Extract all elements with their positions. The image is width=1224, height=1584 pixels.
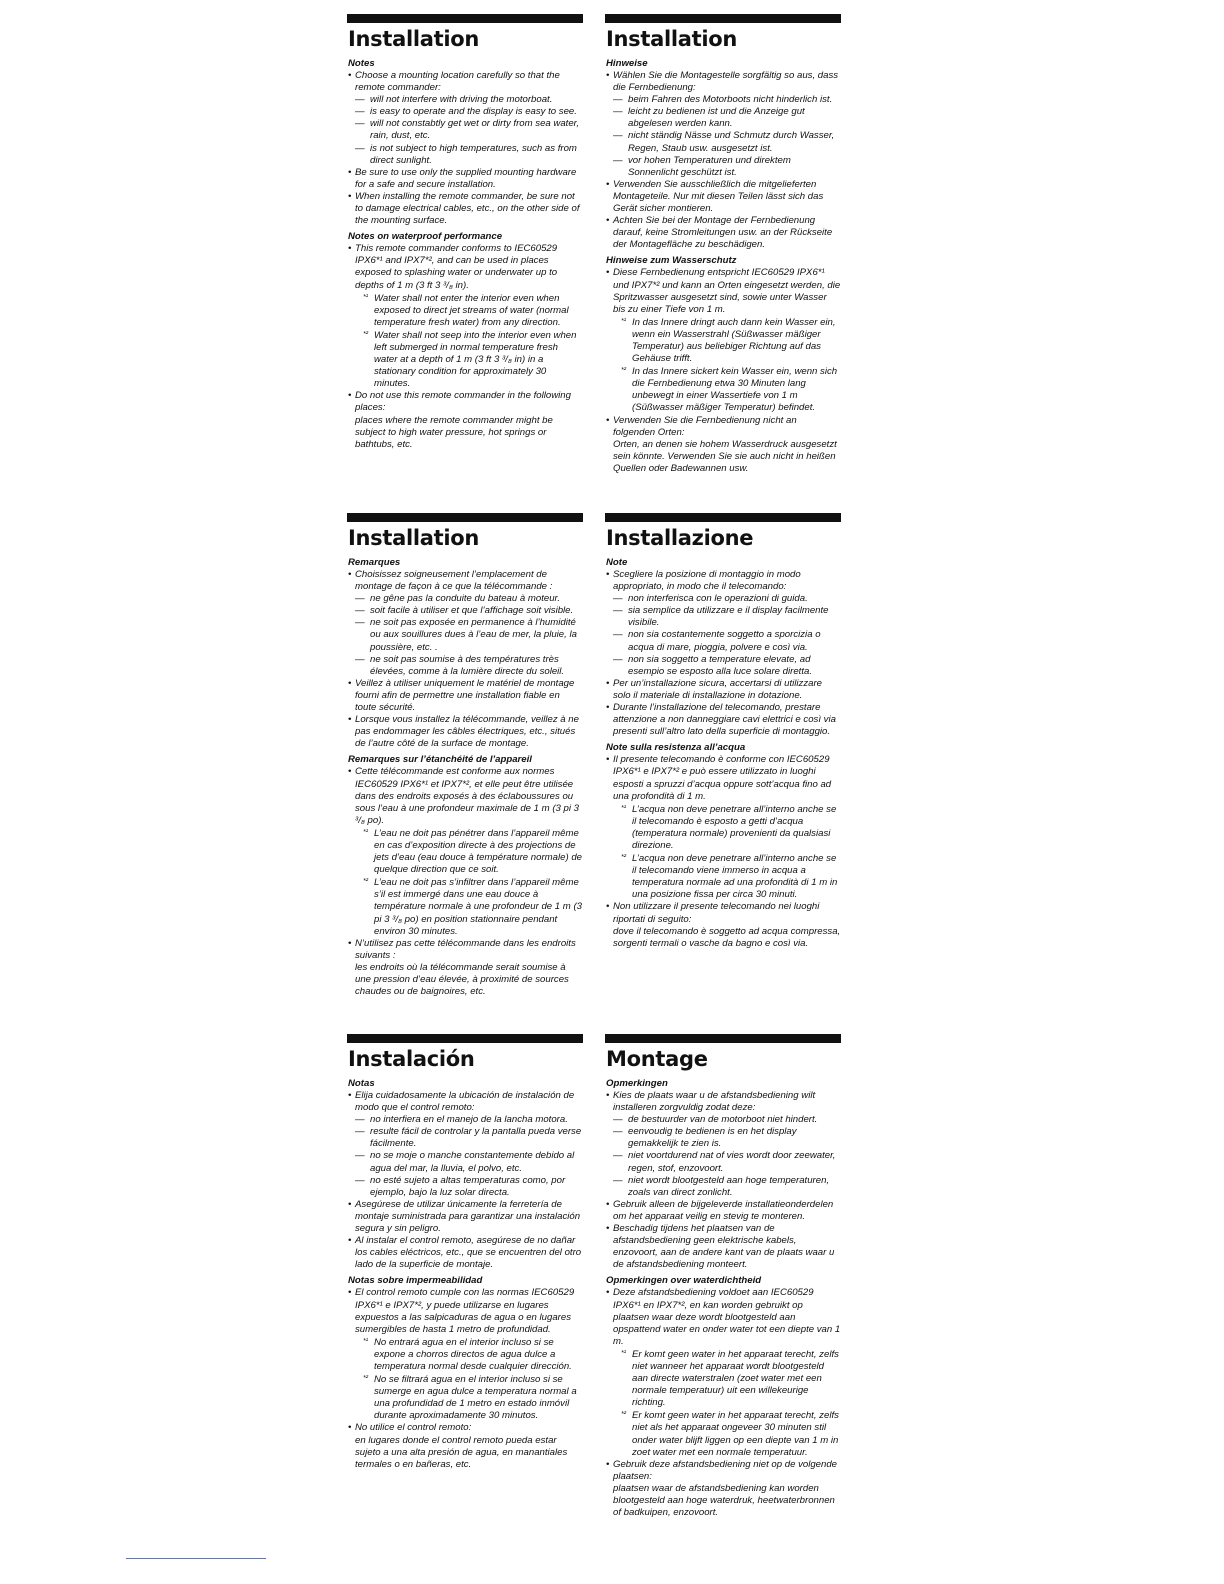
- bullet-item: [348, 766, 583, 937]
- footnote: [355, 1336, 583, 1373]
- dash-mark: —: [355, 617, 365, 629]
- dash-text: resulte fácil de controlar y la pantalla pueda verse fácilmente.: [370, 1126, 582, 1150]
- bullet-item: [348, 1235, 583, 1271]
- dash-item: [355, 118, 583, 142]
- dash-item: [355, 593, 583, 605]
- bullet-detail: Orten, an denen sie hohem Wasserdruck ausgesetzt sein könnte. Verwenden Sie sie auch nicht in heißen Quellen oder Badewannen usw.: [613, 438, 837, 474]
- bullet-item: [606, 1199, 841, 1223]
- dash-list: [613, 1114, 841, 1199]
- footnote-text: Er komt geen water in het apparaat terecht, zelfs niet wanneer het apparaat wordt blootgesteld aan directe waterstralen (zoet water met een normale temperatuur) uit een willekeurige richting.: [632, 1348, 839, 1409]
- section-title: Installation: [348, 27, 480, 51]
- bullet-text: Asegúrese de utilizar únicamente la ferretería de montaje suministrada para garantizar una instalación segura y sin peligro.: [355, 1198, 581, 1235]
- bullet-text: Be sure to use only the supplied mounting hardware for a safe and secure installation.: [355, 166, 577, 190]
- section-title: Installazione: [606, 526, 754, 550]
- bullet-item: [606, 678, 841, 702]
- footnote-mark: *²: [621, 367, 627, 375]
- footnote-text: Water shall not seep into the interior even when left submerged in normal temperature fresh water at a depth of 1 m (3 ft 3 ³/₈ in) in a stationary condition for approximately 30 minutes.: [374, 329, 577, 390]
- bullet-text: Choose a mounting location carefully so that the remote commander:: [355, 70, 560, 94]
- dash-mark: —: [355, 653, 365, 665]
- dash-item: [355, 617, 583, 653]
- footnote-text: In das Innere dringt auch dann kein Wasser ein, wenn ein Wasserstrahl (Süßwasser mäßiger Temperatur) aus beliebiger Richtung auf das Gehäuse trifft.: [632, 316, 836, 365]
- bullet-text: Kies de plaats waar u de afstandsbediening wilt installeren zorgvuldig zodat deze:: [613, 1090, 816, 1114]
- section-de: [605, 14, 841, 475]
- block-heading: Opmerkingen over waterdichtheid: [606, 1275, 762, 1287]
- bullet-text: Veillez à utiliser uniquement le matériel de montage fourni afin de permettre une installation fiable en toute sécurité.: [355, 677, 575, 714]
- dash-mark: —: [613, 653, 623, 665]
- bullet-item: [348, 1199, 583, 1235]
- footnote-mark: *¹: [363, 293, 369, 301]
- section-title: Montage: [606, 1047, 708, 1071]
- bullet-item: [606, 267, 841, 414]
- bullet-text: Do not use this remote commander in the following places:: [355, 390, 571, 414]
- dash-list: [613, 593, 841, 678]
- bullet-list: [606, 1090, 841, 1271]
- dash-item: [355, 1175, 583, 1199]
- section-body: [605, 557, 841, 950]
- bullet-text: Lorsque vous installez la télécommande, veillez à ne pas endommager les câbles électriques, etc., situés de l’autre côté de la surface de montage.: [355, 714, 579, 750]
- dash-item: [355, 1114, 583, 1126]
- bullet-text: Gebruik deze afstandsbediening niet op de volgende plaatsen:: [613, 1458, 838, 1482]
- bullet-list: [606, 70, 841, 251]
- dash-mark: —: [355, 118, 365, 130]
- section-title: Installation: [606, 27, 738, 51]
- section-fr: [347, 513, 583, 998]
- footnote-text: Water shall not enter the interior even when exposed to direct jet streams of water (normal temperature fresh water) from any direction.: [374, 292, 569, 328]
- dash-item: [355, 605, 583, 617]
- dash-text: non sia costantemente soggetto a sporcizia o acqua di mare, pioggia, polvere e così via.: [628, 629, 821, 653]
- dash-text: nicht ständig Nässe und Schmutz durch Wasser, Regen, Staub usw. ausgesetzt ist.: [628, 130, 835, 154]
- section-bar: [347, 1034, 583, 1043]
- section-bar: [347, 14, 583, 23]
- bullet-list: [606, 569, 841, 738]
- dash-item: [613, 106, 841, 130]
- dash-text: de bestuurder van de motorboot niet hindert.: [628, 1114, 818, 1126]
- bullet-item: [348, 569, 583, 678]
- bullet-detail: dove il telecomando è soggetto ad acqua compressa, sorgenti termali o vasche da bagno e così via.: [613, 925, 841, 949]
- bullet-item: [606, 702, 841, 738]
- dash-text: ne gêne pas la conduite du bateau à moteur.: [370, 593, 561, 605]
- block-heading: Opmerkingen: [606, 1078, 668, 1089]
- dash-mark: —: [613, 1126, 623, 1138]
- footnote: [355, 329, 583, 390]
- footnote-mark: *¹: [363, 1337, 369, 1345]
- section-bar: [347, 513, 583, 522]
- dash-text: sia semplice da utilizzare e il display facilmente visibile.: [628, 605, 829, 629]
- footnote-text: L’acqua non deve penetrare all’interno anche se il telecomando viene immerso in acqua a temperatura normale ad una profondità di 1 m in una posizione fissa per circa 30 minuti.: [632, 853, 838, 901]
- dash-mark: —: [355, 1114, 365, 1126]
- dash-item: [355, 106, 583, 118]
- bullet-item: [348, 1422, 583, 1470]
- dash-item: [355, 1150, 583, 1174]
- bullet-item: [348, 678, 583, 714]
- dash-item: [613, 654, 841, 678]
- dash-text: non sia soggetto a temperature elevate, ad esempio se esposto alla luce solare diretta.: [628, 653, 812, 677]
- section-bar: [605, 513, 841, 522]
- dash-text: beim Fahren des Motorboots nicht hinderlich ist.: [628, 94, 833, 106]
- footnote: [613, 316, 841, 365]
- section-en: [347, 14, 583, 451]
- footnote-mark: *²: [363, 330, 369, 338]
- block-heading: Notas: [348, 1078, 375, 1089]
- dash-item: [613, 94, 841, 106]
- bullet-list: [606, 1287, 841, 1519]
- bullet-item: [606, 415, 841, 475]
- footnote-text: L’eau ne doit pas pénétrer dans l’appareil même en cas d’exposition directe à des projections de jets d’eau (eau douce à température normale) de quelque direction que ce soit.: [374, 827, 582, 876]
- bullet-detail: en lugares donde el control remoto pueda estar sujeto a una alta presión de agua, en manantiales termales o en bañeras, etc.: [355, 1434, 568, 1470]
- section-nl: [605, 1034, 841, 1519]
- bullet-item: [606, 569, 841, 678]
- section-body: [347, 58, 583, 451]
- bullet-text: N’utilisez pas cette télécommande dans les endroits suivants :: [355, 937, 576, 961]
- bullet-detail: places where the remote commander might be subject to high water pressure, hot springs or bathtubs, etc.: [355, 414, 553, 450]
- bullet-text: Verwenden Sie die Fernbedienung nicht an folgenden Orten:: [613, 414, 797, 438]
- footnote-mark: *²: [363, 878, 369, 886]
- dash-mark: —: [355, 593, 365, 605]
- dash-text: vor hohen Temperaturen und direktem Sonnenlicht geschützt ist.: [628, 154, 791, 178]
- bullet-item: [606, 1223, 841, 1271]
- footnote: [355, 827, 583, 876]
- bullet-text: Choisissez soigneusement l’emplacement de montage de façon à ce que la télécommande :: [355, 569, 553, 593]
- bullet-item: [348, 1287, 583, 1422]
- section-title: Instalación: [348, 1047, 475, 1071]
- dash-item: [613, 1126, 841, 1150]
- dash-item: [355, 654, 583, 678]
- bullet-item: [606, 754, 841, 901]
- dash-mark: —: [355, 1174, 365, 1186]
- dash-item: [613, 629, 841, 653]
- bullet-item: [606, 901, 841, 949]
- footnote: [613, 1409, 841, 1458]
- dash-text: leicht zu bedienen ist und die Anzeige gut abgelesen werden kann.: [628, 106, 805, 130]
- dash-mark: —: [613, 154, 623, 166]
- footer-rule: [126, 1558, 266, 1559]
- block-heading: Note: [606, 557, 628, 568]
- footnote: [355, 292, 583, 329]
- bullet-list: [348, 1287, 583, 1470]
- dash-mark: —: [355, 106, 365, 118]
- dash-list: [355, 593, 583, 678]
- bullet-item: [606, 1459, 841, 1519]
- bullet-text: Scegliere la posizione di montaggio in modo appropriato, in modo che il telecomando:: [613, 569, 801, 593]
- dash-item: [613, 1114, 841, 1126]
- bullet-list: [348, 766, 583, 998]
- bullet-list: [348, 569, 583, 750]
- dash-text: will not interfere with driving the motorboat.: [370, 94, 553, 106]
- footnote-mark: *¹: [621, 317, 627, 325]
- dash-item: [355, 1126, 583, 1150]
- footnote: [613, 1348, 841, 1409]
- footnote: [355, 876, 583, 937]
- bullet-text: Deze afstandsbediening voldoet aan IEC60529 IPX6*¹ en IPX7*², en kan worden gebruikt op plaatsen waar deze wordt blootgesteld aan opspattend water en onder water tot een diepte van 1 m.: [613, 1287, 841, 1347]
- bullet-list: [606, 267, 841, 475]
- footnote-mark: *²: [363, 1375, 369, 1383]
- block-heading: Remarques sur l’étanchéité de l’appareil: [348, 754, 532, 766]
- bullet-list: [348, 243, 583, 451]
- dash-mark: —: [355, 1150, 365, 1162]
- block-heading: Hinweise: [606, 58, 648, 69]
- dash-mark: —: [613, 629, 623, 641]
- bullet-text: El control remoto cumple con las normas IEC60529 IPX6*¹ e IPX7*², y puede utilizarse en lugares expuestos a las salpicaduras de agua o en lugares sumergibles de hasta 1 metro de profundidad.: [355, 1287, 575, 1335]
- footnote-mark: *¹: [363, 828, 369, 836]
- footnote-text: In das Innere sickert kein Wasser ein, wenn sich die Fernbedienung etwa 30 Minuten lang unbewegt in einer Wassertiefe von 1 m (Süßwasser mäßiger Temperatur) befindet.: [632, 366, 838, 414]
- section-it: [605, 513, 841, 950]
- dash-item: [613, 155, 841, 179]
- bullet-text: When installing the remote commander, be sure not to damage electrical cables, etc., on the other side of the mounting surface.: [355, 190, 580, 227]
- section-bar: [605, 14, 841, 23]
- block-heading: Hinweise zum Wasserschutz: [606, 255, 737, 267]
- footnote-mark: *²: [621, 854, 627, 862]
- dash-text: no interfiera en el manejo de la lancha motora.: [370, 1114, 568, 1126]
- bullet-detail: plaatsen waar de afstandsbediening kan worden blootgesteld aan hoge waterdruk, heetwaterbronnen of badkuipen, enzovoort.: [613, 1482, 835, 1519]
- bullet-text: Achten Sie bei der Montage der Fernbedienung darauf, keine Stromleitungen usw. an der Rückseite der Montagefläche zu beschädigen.: [613, 215, 833, 251]
- dash-item: [613, 130, 841, 154]
- bullet-text: Beschadig tijdens het plaatsen van de afstandsbediening geen elektrische kabels, enzovoort, aan de andere kant van de plaats waar u de afstandsbediening monteert.: [613, 1223, 835, 1271]
- bullet-list: [348, 1090, 583, 1271]
- footnote-mark: *¹: [621, 1349, 627, 1357]
- bullet-text: Per un’installazione sicura, accertarsi di utilizzare solo il materiale di installazione in dotazione.: [613, 677, 823, 701]
- dash-item: [355, 143, 583, 167]
- bullet-text: No utilice el control remoto:: [355, 1422, 472, 1434]
- bullet-item: [348, 390, 583, 450]
- bullet-text: Durante l’installazione del telecomando, prestare attenzione a non danneggiare cavi elettrici e così via presenti sull’altro lato della superficie di montaggio.: [613, 702, 836, 738]
- section-body: [347, 1078, 583, 1471]
- bullet-text: Wählen Sie die Montagestelle sorgfältig so aus, dass die Fernbedienung:: [613, 70, 839, 94]
- footnote-text: L’acqua non deve penetrare all’interno anche se il telecomando è esposto a getti d’acqua (temperatura normale) provenienti da qualsiasi direzione.: [632, 803, 837, 851]
- dash-text: no se moje o manche constantemente debido al agua del mar, la lluvia, el polvo, etc.: [370, 1150, 575, 1174]
- block-heading: Notes on waterproof performance: [348, 231, 503, 243]
- bullet-text: Verwenden Sie ausschließlich die mitgelieferten Montageteile. Nur mit diesen Teilen lässt sich das Gerät sicher montieren.: [613, 178, 824, 215]
- dash-list: [355, 94, 583, 167]
- footnote: [355, 1373, 583, 1422]
- dash-text: ne soit pas exposée en permanence à l’humidité ou aux souillures dues à l’eau de mer, la pluie, la poussière, etc. .: [370, 617, 577, 653]
- block-heading: Remarques: [348, 557, 401, 568]
- dash-mark: —: [613, 605, 623, 617]
- dash-text: no esté sujeto a altas temperaturas como, por ejemplo, bajo la luz solar directa.: [370, 1174, 566, 1198]
- bullet-item: [606, 179, 841, 215]
- bullet-item: [348, 938, 583, 998]
- dash-mark: —: [355, 94, 365, 106]
- bullet-list: [606, 754, 841, 950]
- dash-text: ne soit pas soumise à des températures très élevées, comme à la lumière directe du soleil.: [370, 653, 565, 677]
- bullet-item: [606, 70, 841, 179]
- dash-text: will not constabtly get wet or dirty from sea water, rain, dust, etc.: [370, 118, 580, 142]
- bullet-item: [348, 191, 583, 227]
- dash-list: [355, 1114, 583, 1199]
- bullet-item: [606, 1090, 841, 1199]
- dash-mark: —: [613, 106, 623, 118]
- dash-text: is easy to operate and the display is easy to see.: [370, 106, 577, 118]
- section-bar: [605, 1034, 841, 1043]
- bullet-text: Al instalar el control remoto, asegúrese de no dañar los cables eléctricos, etc., que se encuentren del otro lado de la superficie de montaje.: [355, 1235, 582, 1271]
- footnote: [613, 365, 841, 414]
- section-body: [347, 557, 583, 998]
- bullet-text: Cette télécommande est conforme aux normes IEC60529 IPX6*¹ et IPX7*², et elle peut être utilisée dans des endroits exposés à des éclaboussures ou sous l’eau à une profondeur maximale de 1 m (3 pi 3 ³/₈ po).: [355, 766, 579, 826]
- bullet-item: [348, 243, 583, 390]
- dash-mark: —: [355, 1126, 365, 1138]
- bullet-item: [348, 1090, 583, 1199]
- block-heading: Notas sobre impermeabilidad: [348, 1275, 483, 1287]
- dash-mark: —: [613, 94, 623, 106]
- dash-text: non interferisca con le operazioni di guida.: [628, 593, 808, 605]
- dash-text: niet voortdurend nat of vies wordt door zeewater, regen, stof, enzovoort.: [628, 1150, 836, 1174]
- dash-item: [355, 94, 583, 106]
- dash-mark: —: [613, 1174, 623, 1186]
- footnote-text: Er komt geen water in het apparaat terecht, zelfs niet als het apparaat ongeveer 30 minuten stil onder water blijft liggen op een diepte van 1 m in zoet water met een normale temperatuur.: [632, 1410, 839, 1458]
- footnote-text: L’eau ne doit pas s’infiltrer dans l’appareil même s’il est immergé dans une eau douce à température normale à une profondeur de 1 m (3 pi 3 ³/₈ po) en position stationnaire pendant environ 30 minutes.: [374, 877, 582, 937]
- dash-item: [613, 605, 841, 629]
- dash-item: [613, 1150, 841, 1174]
- bullet-text: Diese Fernbedienung entspricht IEC60529 IPX6*¹ und IPX7*² und kann an Orten eingesetzt werden, die Spritzwasser ausgesetzt sind, sowie unter Wasser bis zu einer Tiefe von 1 m.: [613, 267, 841, 315]
- footnote-mark: *¹: [621, 804, 627, 812]
- dash-item: [613, 593, 841, 605]
- dash-text: niet wordt blootgesteld aan hoge temperaturen, zoals van direct zonlicht.: [628, 1174, 830, 1198]
- dash-mark: —: [613, 593, 623, 605]
- dash-mark: —: [613, 1114, 623, 1126]
- dash-text: eenvoudig te bedienen is en het display gemakkelijk te zien is.: [628, 1126, 797, 1150]
- footnote-mark: *²: [621, 1411, 627, 1419]
- bullet-item: [348, 167, 583, 191]
- footnote: [613, 803, 841, 852]
- block-heading: Note sulla resistenza all’acqua: [606, 742, 746, 754]
- bullet-text: Elija cuidadosamente la ubicación de instalación de modo que el control remoto:: [355, 1090, 575, 1114]
- bullet-detail: les endroits où la télécommande serait soumise à une pression d’eau élevée, à proximité de sources chaudes ou de baignoires, etc.: [355, 961, 569, 998]
- section-body: [605, 1078, 841, 1519]
- footnote-text: No entrará agua en el interior incluso si se expone a chorros directos de agua dulce a temperatura normal desde cualquier dirección.: [374, 1336, 572, 1372]
- dash-item: [613, 1175, 841, 1199]
- footnote-text: No se filtrará agua en el interior incluso si se sumerge en agua dulce a temperatura normal a una profundidad de 1 metro en estado inmóvil durante aproximadamente 30 minutos.: [374, 1374, 577, 1422]
- dash-mark: —: [613, 130, 623, 142]
- section-es: [347, 1034, 583, 1471]
- bullet-item: [348, 714, 583, 750]
- dash-mark: —: [613, 1150, 623, 1162]
- dash-mark: —: [355, 142, 365, 154]
- bullet-text: Il presente telecomando è conforme con IEC60529 IPX6*¹ e IPX7*² e può essere utilizzato in luoghi esposti a spruzzi d’acqua oppure sott’acqua fino ad una profondità di 1 m.: [613, 754, 832, 802]
- bullet-text: Gebruik alleen de bijgeleverde installatieonderdelen om het apparaat veilig en stevig te monteren.: [613, 1198, 834, 1222]
- bullet-item: [606, 215, 841, 251]
- bullet-text: Non utilizzare il presente telecomando nei luoghi riportati di seguito:: [613, 901, 820, 925]
- section-title: Installation: [348, 526, 480, 550]
- bullet-list: [348, 70, 583, 227]
- dash-mark: —: [355, 605, 365, 617]
- dash-text: is not subject to high temperatures, such as from direct sunlight.: [370, 142, 577, 166]
- dash-list: [613, 94, 841, 179]
- section-body: [605, 58, 841, 475]
- bullet-item: [348, 70, 583, 167]
- bullet-item: [606, 1287, 841, 1458]
- dash-text: soit facile à utiliser et que l’affichage soit visible.: [370, 605, 574, 617]
- footnote: [613, 852, 841, 901]
- bullet-text: This remote commander conforms to IEC60529 IPX6*¹ and IPX7*², and can be used in places exposed to splashing water or underwater up to depths of 1 m (3 ft 3 ³/₈ in).: [355, 243, 558, 291]
- block-heading: Notes: [348, 58, 375, 69]
